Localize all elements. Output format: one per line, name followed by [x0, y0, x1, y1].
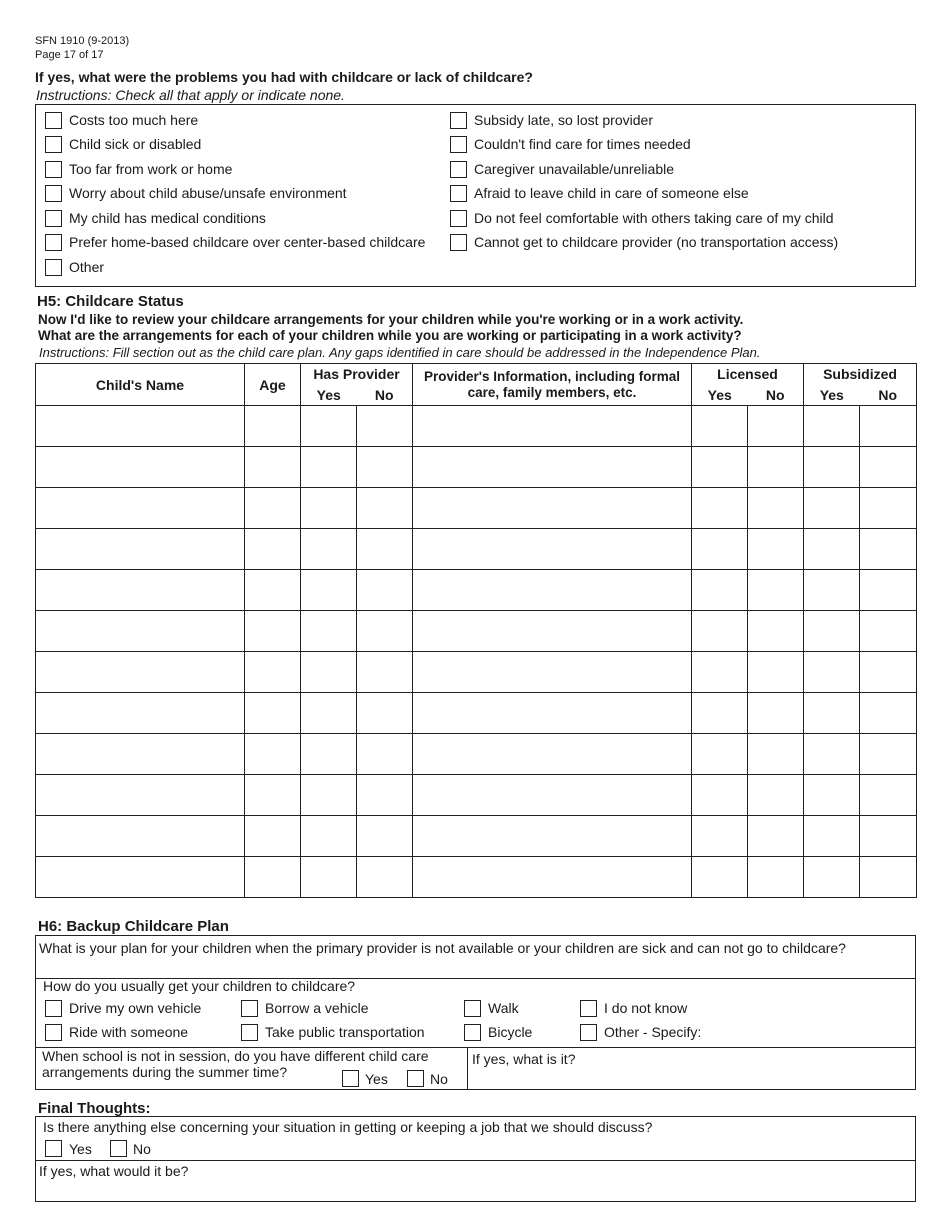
table-cell[interactable] — [748, 406, 804, 447]
option-label: Prefer home-based childcare over center-based childcare — [69, 234, 426, 250]
option-label: Costs too much here — [69, 112, 199, 128]
table-row — [36, 816, 917, 857]
checkbox-not-comfortable[interactable] — [450, 210, 467, 227]
problems-instructions: Instructions: Check all that apply or indicate none. — [36, 87, 345, 103]
table-cell[interactable] — [36, 816, 245, 857]
table-cell[interactable] — [860, 693, 917, 734]
summer-question: When school is not in session, do you have different child care arrangements during the summer time? — [42, 1048, 429, 1080]
table-cell[interactable] — [36, 693, 245, 734]
h5-question-2: What are the arrangements for each of your children while you are working or participating in a work activity? — [38, 328, 742, 343]
table-cell[interactable] — [245, 652, 301, 693]
checkbox-caregiver-unavailable[interactable] — [450, 161, 467, 178]
option-label: Afraid to leave child in care of someone else — [474, 185, 749, 201]
table-cell[interactable] — [748, 447, 804, 488]
option-label: Subsidy late, so lost provider — [474, 112, 653, 128]
table-cell[interactable] — [860, 775, 917, 816]
table-cell[interactable] — [748, 734, 804, 775]
table-cell[interactable] — [36, 734, 245, 775]
table-row — [36, 775, 917, 816]
table-cell[interactable] — [860, 611, 917, 652]
option-label: No — [133, 1141, 151, 1157]
table-cell[interactable] — [804, 734, 860, 775]
table-cell[interactable] — [804, 570, 860, 611]
form-id: SFN 1910 (9-2013) — [35, 35, 130, 47]
table-cell[interactable] — [748, 570, 804, 611]
table-cell[interactable] — [36, 570, 245, 611]
table-cell[interactable] — [804, 488, 860, 529]
option-label: Cannot get to childcare provider (no transportation access) — [474, 234, 839, 250]
childcare-table — [35, 363, 917, 898]
table-cell[interactable] — [245, 857, 301, 898]
page-number: Page 17 of 17 — [35, 49, 104, 61]
backup-plan-question: What is your plan for your children when the primary provider is not available or your children are sick and can not go to childcare? — [39, 940, 846, 956]
final-if-yes-field[interactable] — [36, 1161, 914, 1201]
table-cell[interactable] — [301, 816, 357, 857]
table-cell[interactable] — [301, 406, 357, 447]
final-if-yes-label: If yes, what would it be? — [39, 1163, 189, 1179]
checkbox-final-no[interactable] — [110, 1140, 127, 1157]
table-cell[interactable] — [748, 652, 804, 693]
table-cell[interactable] — [804, 816, 860, 857]
table-cell[interactable] — [692, 693, 748, 734]
table-cell[interactable] — [692, 734, 748, 775]
col-has-provider-yes: Yes — [301, 385, 357, 406]
table-cell[interactable] — [357, 734, 413, 775]
h5-instructions: Instructions: Fill section out as the child care plan. Any gaps identified in care should be addressed in the Independence Plan. — [39, 345, 761, 360]
checkbox-other-specify[interactable] — [580, 1024, 597, 1041]
table-row — [36, 570, 917, 611]
table-row — [36, 406, 917, 447]
table-cell[interactable] — [860, 816, 917, 857]
option-label: Other — [69, 259, 105, 275]
table-cell[interactable] — [36, 529, 245, 570]
checkbox-bicycle[interactable] — [464, 1024, 481, 1041]
table-cell[interactable] — [804, 693, 860, 734]
option-label: Drive my own vehicle — [69, 1000, 202, 1016]
table-cell[interactable] — [692, 652, 748, 693]
table-cell[interactable] — [413, 693, 692, 734]
table-cell[interactable] — [245, 816, 301, 857]
col-has-provider: Has Provider — [301, 364, 413, 385]
table-cell[interactable] — [301, 652, 357, 693]
table-cell[interactable] — [357, 570, 413, 611]
table-cell[interactable] — [245, 734, 301, 775]
table-cell[interactable] — [804, 652, 860, 693]
col-has-provider-no: No — [357, 385, 413, 406]
option-label: Couldn't find care for times needed — [474, 136, 691, 152]
table-cell[interactable] — [357, 611, 413, 652]
summer-if-yes-field[interactable] — [468, 1048, 914, 1089]
table-cell[interactable] — [804, 857, 860, 898]
table-cell[interactable] — [301, 734, 357, 775]
table-cell[interactable] — [36, 611, 245, 652]
checkbox-ride-with-someone[interactable] — [45, 1024, 62, 1041]
h5-question-1: Now I'd like to review your childcare arrangements for your children while you're working or in a work activity. — [38, 312, 744, 327]
table-cell[interactable] — [692, 611, 748, 652]
transport-question: How do you usually get your children to childcare? — [43, 978, 356, 994]
table-cell[interactable] — [357, 488, 413, 529]
checkbox-afraid-to-leave[interactable] — [450, 185, 467, 202]
table-cell[interactable] — [301, 611, 357, 652]
table-cell[interactable] — [804, 611, 860, 652]
checkbox-borrow-vehicle[interactable] — [241, 1000, 258, 1017]
table-row — [36, 488, 917, 529]
table-cell[interactable] — [413, 652, 692, 693]
table-cell[interactable] — [357, 406, 413, 447]
checkbox-walk[interactable] — [464, 1000, 481, 1017]
table-cell[interactable] — [357, 529, 413, 570]
checkbox-subsidy-late[interactable] — [450, 112, 467, 129]
checkbox-summer-yes[interactable] — [342, 1070, 359, 1087]
table-row — [36, 857, 917, 898]
table-cell[interactable] — [692, 570, 748, 611]
table-cell[interactable] — [36, 857, 245, 898]
option-label: My child has medical conditions — [69, 210, 266, 226]
checkbox-medical-conditions[interactable] — [45, 210, 62, 227]
table-cell[interactable] — [413, 488, 692, 529]
table-cell[interactable] — [357, 652, 413, 693]
final-box — [35, 1116, 916, 1202]
option-label: Worry about child abuse/unsafe environment — [69, 185, 347, 201]
table-cell[interactable] — [357, 775, 413, 816]
table-cell[interactable] — [301, 570, 357, 611]
table-cell[interactable] — [245, 406, 301, 447]
table-cell[interactable] — [301, 488, 357, 529]
table-cell[interactable] — [413, 529, 692, 570]
option-label: Take public transportation — [265, 1024, 425, 1040]
table-cell[interactable] — [748, 529, 804, 570]
checkbox-costs[interactable] — [45, 112, 62, 129]
col-licensed-yes: Yes — [692, 385, 748, 406]
table-cell[interactable] — [413, 611, 692, 652]
table-cell[interactable] — [804, 406, 860, 447]
table-cell[interactable] — [692, 447, 748, 488]
option-label: Ride with someone — [69, 1024, 189, 1040]
option-label: Bicycle — [488, 1024, 533, 1040]
problems-question: If yes, what were the problems you had with childcare or lack of childcare? — [35, 69, 533, 85]
table-row — [36, 693, 917, 734]
table-cell[interactable] — [748, 775, 804, 816]
table-cell[interactable] — [413, 447, 692, 488]
table-cell[interactable] — [413, 406, 692, 447]
h5-title: H5: Childcare Status — [37, 293, 184, 310]
table-cell[interactable] — [804, 447, 860, 488]
table-cell[interactable] — [860, 488, 917, 529]
option-label: Too far from work or home — [69, 161, 233, 177]
table-cell[interactable] — [692, 488, 748, 529]
table-cell[interactable] — [36, 488, 245, 529]
table-cell[interactable] — [748, 488, 804, 529]
table-cell[interactable] — [692, 775, 748, 816]
table-cell[interactable] — [301, 693, 357, 734]
table-cell[interactable] — [413, 857, 692, 898]
option-label: Do not feel comfortable with others taking care of my child — [474, 210, 834, 226]
col-childs-name: Child's Name — [36, 364, 245, 406]
option-label: No — [430, 1071, 448, 1087]
table-row — [36, 652, 917, 693]
col-licensed: Licensed — [692, 364, 804, 385]
table-row — [36, 529, 917, 570]
backup-plan-field[interactable] — [36, 936, 914, 978]
table-cell[interactable] — [860, 570, 917, 611]
table-row — [36, 734, 917, 775]
table-cell[interactable] — [748, 816, 804, 857]
h6-box — [35, 935, 916, 1090]
table-cell[interactable] — [860, 734, 917, 775]
option-label: Child sick or disabled — [69, 136, 202, 152]
checkbox-no-transportation[interactable] — [450, 234, 467, 251]
table-cell[interactable] — [245, 775, 301, 816]
table-cell[interactable] — [860, 857, 917, 898]
col-subsidized-yes: Yes — [804, 385, 860, 406]
table-cell[interactable] — [36, 652, 245, 693]
table-cell[interactable] — [36, 447, 245, 488]
table-cell[interactable] — [692, 529, 748, 570]
table-cell[interactable] — [748, 857, 804, 898]
table-cell[interactable] — [357, 816, 413, 857]
col-age: Age — [245, 364, 301, 406]
problems-box — [35, 104, 916, 287]
table-cell[interactable] — [245, 693, 301, 734]
table-cell[interactable] — [245, 611, 301, 652]
col-subsidized: Subsidized — [804, 364, 917, 385]
table-cell[interactable] — [245, 447, 301, 488]
table-cell[interactable] — [413, 775, 692, 816]
checkbox-couldnt-find-care[interactable] — [450, 136, 467, 153]
table-row — [36, 447, 917, 488]
table-cell[interactable] — [860, 529, 917, 570]
table-cell[interactable] — [301, 447, 357, 488]
table-cell[interactable] — [357, 447, 413, 488]
option-label: Walk — [488, 1000, 519, 1016]
final-question: Is there anything else concerning your situation in getting or keeping a job that we should discuss? — [43, 1119, 653, 1135]
table-cell[interactable] — [860, 406, 917, 447]
table-cell[interactable] — [748, 611, 804, 652]
checkbox-prefer-home[interactable] — [45, 234, 62, 251]
option-label: I do not know — [604, 1000, 688, 1016]
table-cell[interactable] — [357, 693, 413, 734]
checkbox-too-far[interactable] — [45, 161, 62, 178]
table-cell[interactable] — [36, 775, 245, 816]
checkbox-final-yes[interactable] — [45, 1140, 62, 1157]
checkbox-child-sick[interactable] — [45, 136, 62, 153]
col-subsidized-no: No — [860, 385, 917, 406]
table-cell[interactable] — [301, 857, 357, 898]
table-cell[interactable] — [245, 570, 301, 611]
h6-title: H6: Backup Childcare Plan — [38, 918, 229, 935]
table-row — [36, 611, 917, 652]
checkbox-drive-own[interactable] — [45, 1000, 62, 1017]
table-cell[interactable] — [692, 816, 748, 857]
final-title: Final Thoughts: — [38, 1100, 151, 1117]
option-label: Yes — [69, 1141, 92, 1157]
table-cell[interactable] — [245, 529, 301, 570]
table-cell[interactable] — [860, 447, 917, 488]
checkbox-public-transportation[interactable] — [241, 1024, 258, 1041]
table-cell[interactable] — [413, 816, 692, 857]
option-label: Other - Specify: — [604, 1024, 702, 1040]
table-cell[interactable] — [804, 529, 860, 570]
table-cell[interactable] — [804, 775, 860, 816]
table-cell[interactable] — [245, 488, 301, 529]
option-label: Caregiver unavailable/unreliable — [474, 161, 675, 177]
checkbox-worry-abuse[interactable] — [45, 185, 62, 202]
table-cell[interactable] — [413, 570, 692, 611]
checkbox-other[interactable] — [45, 259, 62, 276]
table-cell[interactable] — [301, 529, 357, 570]
checkbox-summer-no[interactable] — [407, 1070, 424, 1087]
table-cell[interactable] — [36, 406, 245, 447]
col-licensed-no: No — [748, 385, 804, 406]
option-label: Borrow a vehicle — [265, 1000, 369, 1016]
table-cell[interactable] — [413, 734, 692, 775]
summer-if-yes-label: If yes, what is it? — [472, 1051, 576, 1067]
table-cell[interactable] — [357, 857, 413, 898]
table-cell[interactable] — [301, 775, 357, 816]
table-cell[interactable] — [692, 406, 748, 447]
table-cell[interactable] — [748, 693, 804, 734]
option-label: Yes — [365, 1071, 388, 1087]
table-cell[interactable] — [692, 857, 748, 898]
checkbox-do-not-know[interactable] — [580, 1000, 597, 1017]
table-cell[interactable] — [860, 652, 917, 693]
col-provider-info: Provider's Information, including formal care, family members, etc. — [413, 364, 692, 406]
